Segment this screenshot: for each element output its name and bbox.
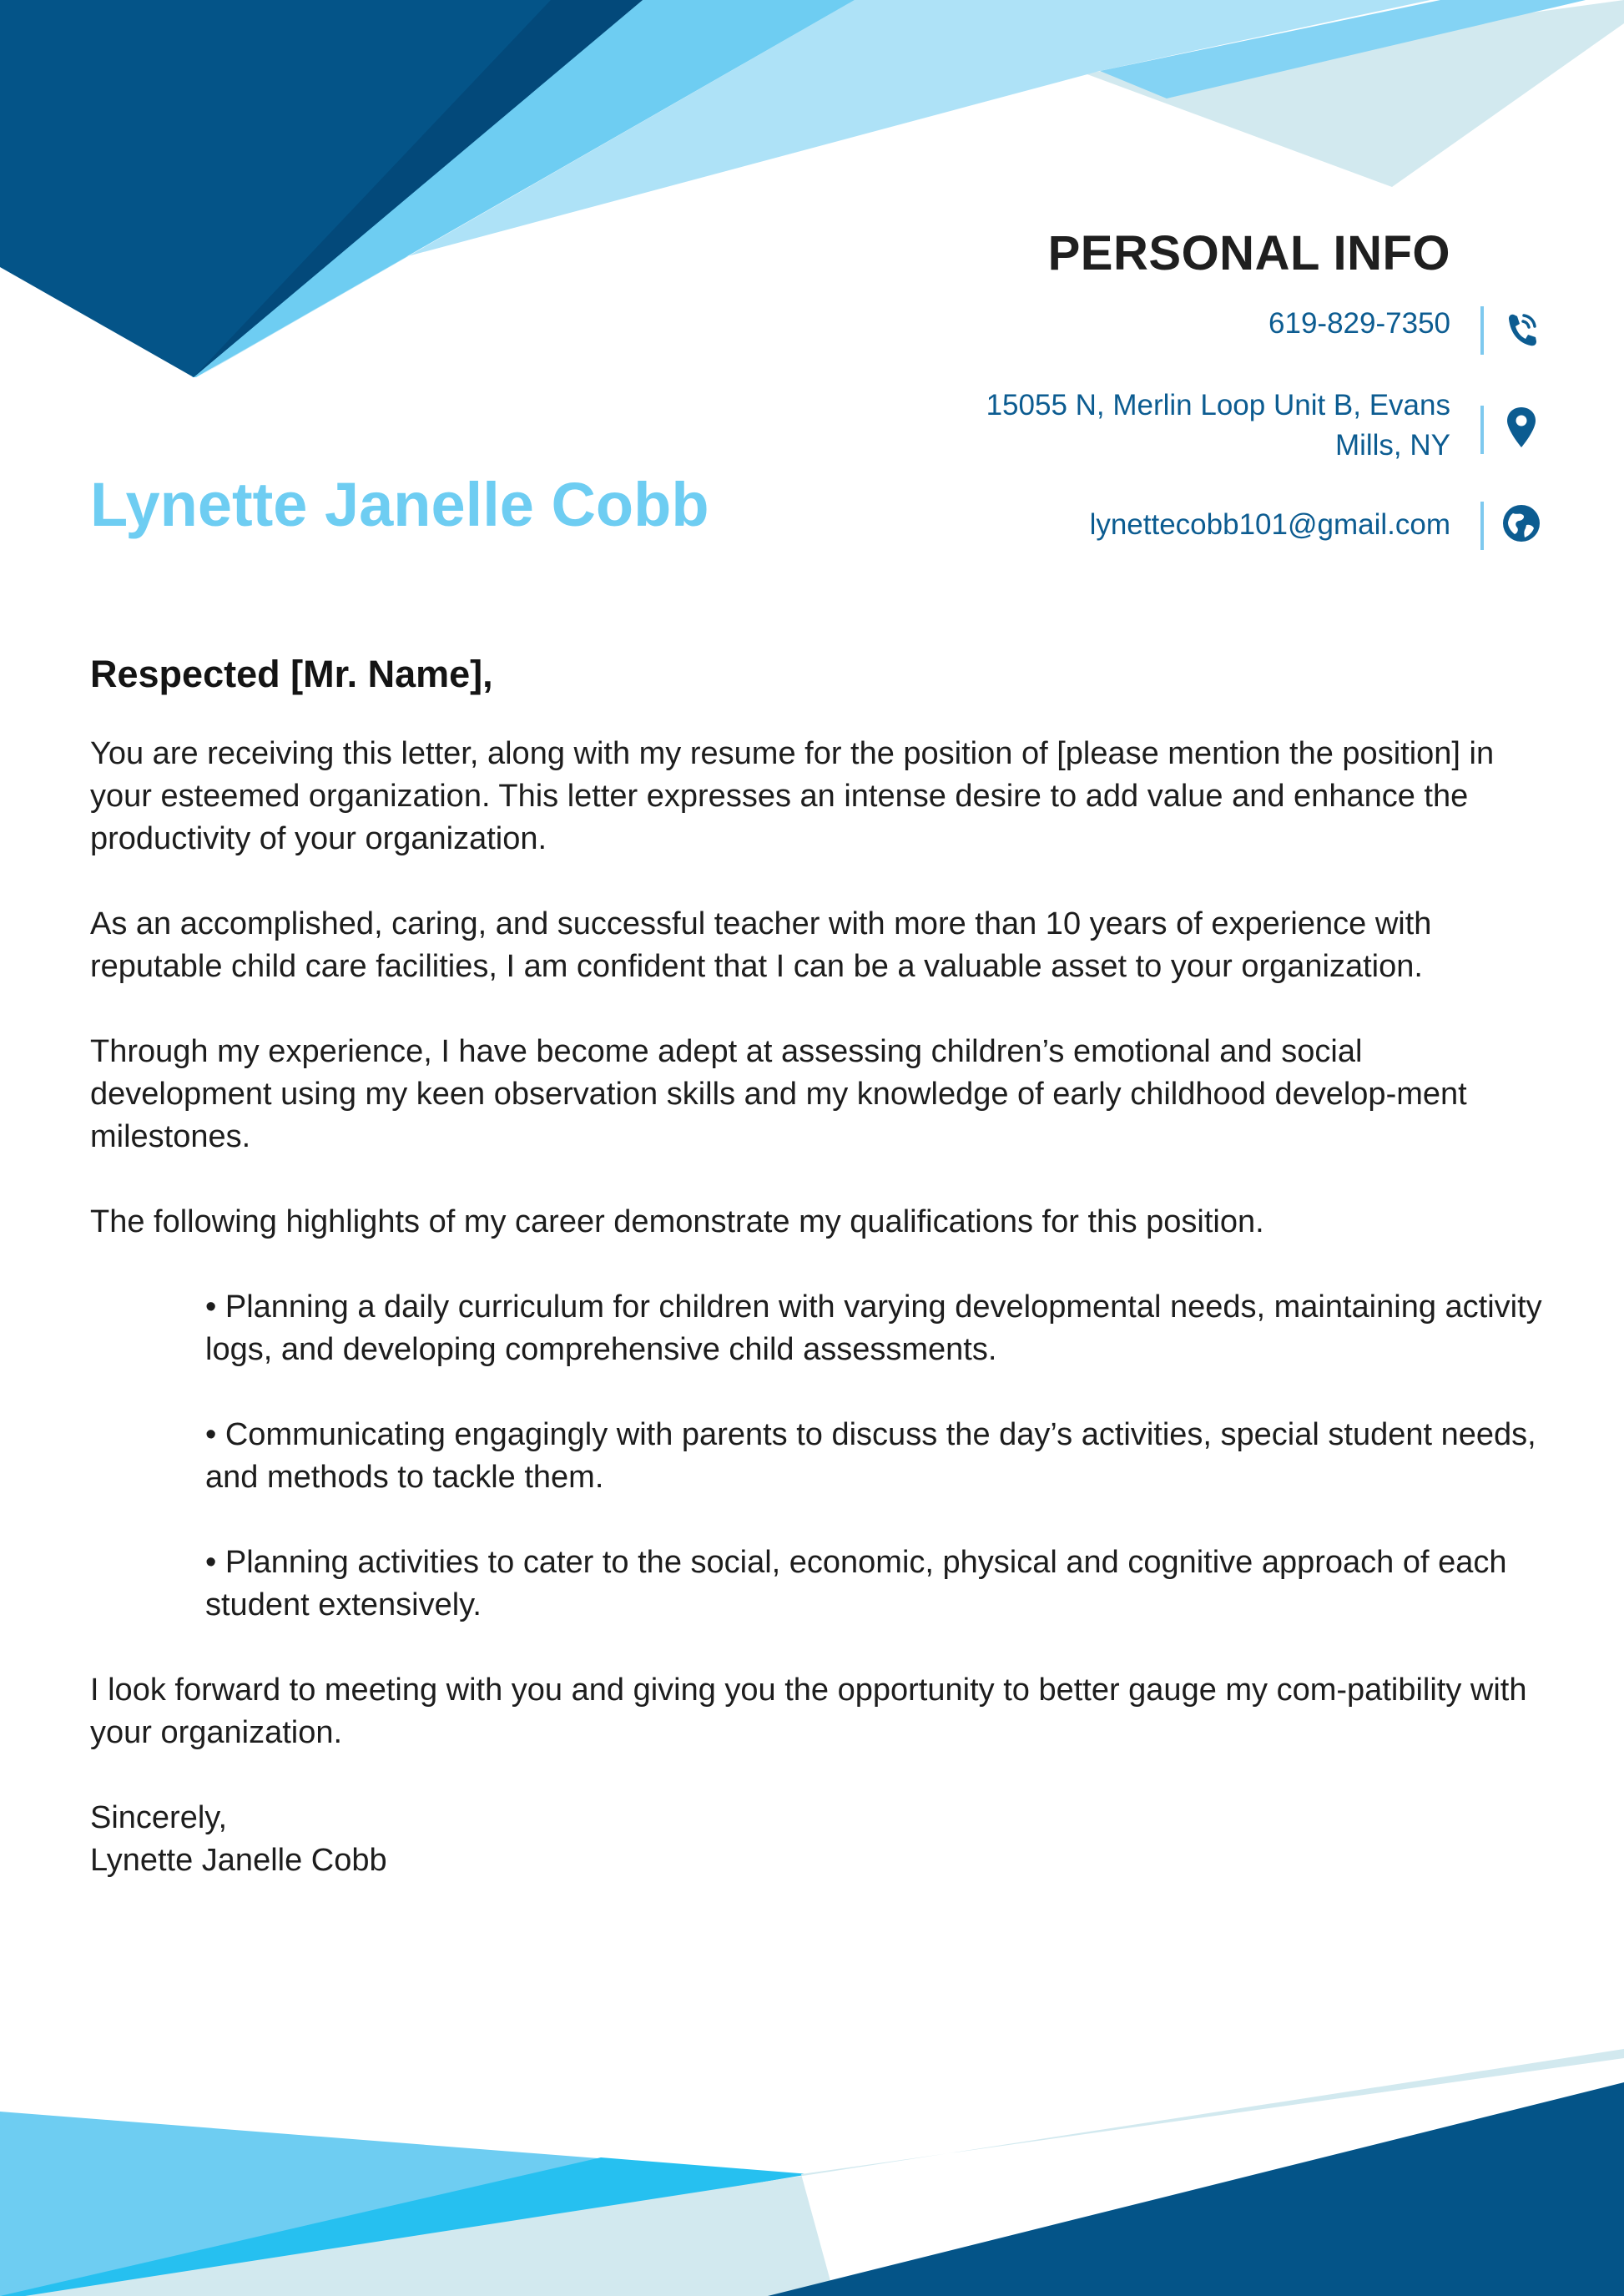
signoff: Sincerely, — [90, 1800, 228, 1835]
highlights-list — [90, 1286, 1542, 1627]
email-address[interactable]: lynettecobb101@gmail.com — [1089, 508, 1450, 541]
paragraph-closing: I look forward to meeting with you and giving you the opportunity to better gauge my com-patibility with your organization. — [90, 1673, 1527, 1750]
location-pin-icon — [1500, 404, 1542, 451]
highlight-item: • Communicating engagingly with parents to discuss the day’s activities, special student needs, and methods to tackle them. — [205, 1417, 1536, 1495]
contact-divider — [1480, 306, 1484, 355]
contact-divider — [1480, 406, 1484, 454]
contact-divider — [1480, 502, 1484, 550]
highlight-item: • Planning a daily curriculum for children with varying developmental needs, maintaining activity logs, and developing comprehensive child assessments. — [205, 1289, 1542, 1367]
paragraph-highlights-intro: The following highlights of my career demonstrate my qualifications for this position. — [90, 1204, 1264, 1239]
salutation: Respected [Mr. Name], — [90, 653, 493, 695]
globe-icon — [1500, 500, 1542, 547]
paragraph-experience: As an accomplished, caring, and successful teacher with more than 10 years of experience with reputable child care facilities, I am confident that I can be a valuable asset to your organization. — [90, 906, 1432, 984]
applicant-name: Lynette Janelle Cobb — [90, 470, 709, 539]
address-line-1[interactable]: 15055 N, Merlin Loop Unit B, Evans — [986, 389, 1450, 421]
phone-icon — [1500, 305, 1542, 352]
paragraph-intro: You are receiving this letter, along with my resume for the position of [please mention the position] in your esteemed organization. This letter expresses an intense desire to add value and enhance the productivity of your organization. — [90, 736, 1495, 856]
address-line-2[interactable]: Mills, NY — [1334, 429, 1450, 462]
footer-navy-shape — [768, 2082, 1624, 2296]
phone-number[interactable]: 619-829-7350 — [1268, 307, 1450, 340]
letter-body — [90, 651, 1542, 1882]
paragraph-skills: Through my experience, I have become adept at assessing children’s emotional and social development using my keen observation skills and my knowledge of early childhood develop-ment milestones. — [90, 1034, 1467, 1154]
highlight-item: • Planning activities to cater to the social, economic, physical and cognitive approach of each student extensively. — [205, 1545, 1507, 1622]
personal-info-heading: PERSONAL INFO — [1047, 226, 1450, 280]
footer-decoration — [0, 2036, 1624, 2296]
signature-name: Lynette Janelle Cobb — [90, 1843, 387, 1878]
